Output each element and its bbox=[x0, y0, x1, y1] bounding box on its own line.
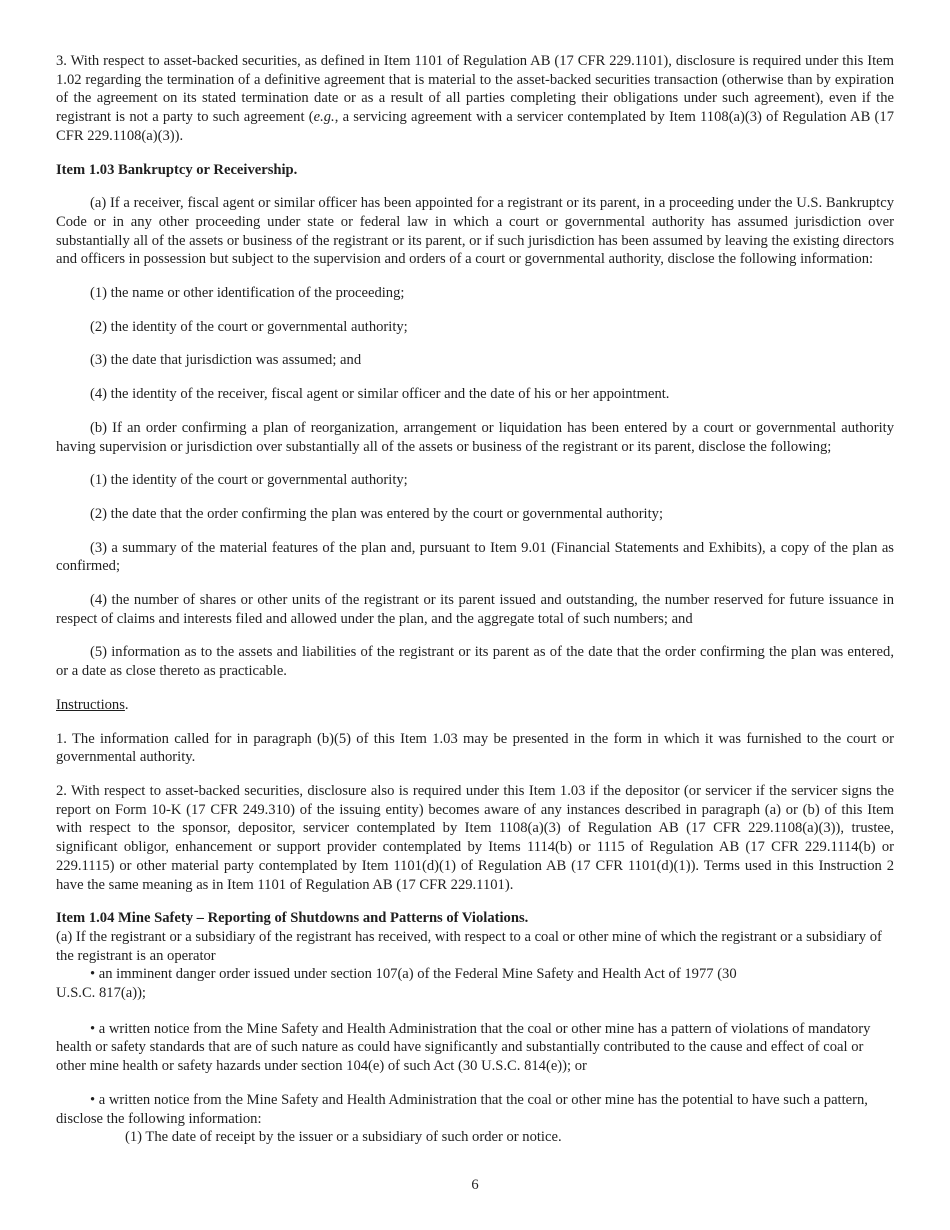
item-103-heading: Item 1.03 Bankruptcy or Receivership. bbox=[56, 161, 298, 178]
list-b-item-2: (2) the date that the order confirming the plan was entered by the court or governmental authority; bbox=[90, 505, 664, 522]
list-a-item-1: (1) the name or other identification of the proceeding; bbox=[90, 285, 405, 302]
instruction-1: 1. The information called for in paragraph (b)(5) of this Item 1.03 may be presented in the form in which it was furnished to the court or governmental authority. bbox=[56, 730, 894, 766]
list-a-item-2: (2) the identity of the court or governmental authority; bbox=[90, 318, 408, 335]
list-b-item-5: (5) information as to the assets and liabilities of the registrant or its parent as of the date that the order confirming the plan was entered, or a date as close thereto as practicable. bbox=[56, 644, 894, 680]
sub-item-1: (1) The date of receipt by the issuer or a subsidiary of such order or notice. bbox=[125, 1129, 562, 1146]
page-number: 6 bbox=[471, 1177, 479, 1193]
instructions-heading: Instructions. bbox=[56, 696, 129, 713]
item-104-paragraph-a: (a) If the registrant or a subsidiary of the registrant has received, with respect to a coal or other mine of which the registrant or a subsidiary of the registrant is an operator bbox=[56, 928, 882, 964]
instruction-2: 2. With respect to asset-backed securities, disclosure also is required under this Item 1.03 if the depositor (or servicer if the servicer signs the report on Form 10-K (17 CFR 249.310) of the issuing entity) becomes aware of any instances described in paragraph (a) or (b) of this Item with respect to the sponsor, depositor, servicer contemplated by Item 1108(a)(3) of Regulation AB (17 CFR 229.1108(a)(3)), trustee, significant obligor, enhancement or support provider contemplated by Items 1114(b) or 1115 of Regulation AB (17 CFR 229.1114(b) or 229.1115) or other material party contemplated by Item 1101(d)(1) of Regulation AB (17 CFR 1101(d)(1)). Terms used in this Instruction 2 have the same meaning as in Item 1101 of Regulation AB (17 CFR 229.1101). bbox=[56, 782, 894, 893]
document-page bbox=[56, 52, 894, 1147]
item-103-paragraph-b: (b) If an order confirming a plan of reorganization, arrangement or liquidation has been entered by a court or governmental authority having supervision or jurisdiction over substantially all of the assets or business of the registrant or its parent, disclose the following; bbox=[56, 419, 894, 455]
item-102-instruction-3: 3. With respect to asset-backed securities, as defined in Item 1101 of Regulation AB (17 CFR 229.1101), disclosure is required under this Item 1.02 regarding the termination of a definitive agreement that is material to the asset-backed securities transaction (otherwise than by expiration of the agreement on its stated termination date or as a result of all parties completing their obligations under such agreement), even if the registrant is not a party to such agreement (e.g., a servicing agreement with a servicer contemplated by Item 1108(a)(3) of Regulation AB (17 CFR 229.1108(a)(3)). bbox=[56, 53, 894, 144]
item-103-paragraph-a: (a) If a receiver, fiscal agent or similar officer has been appointed for a registrant or its parent, in a proceeding under the U.S. Bankruptcy Code or in any other proceeding under state or federal law in which a court or governmental authority has assumed jurisdiction over substantially all of the assets or business of the registrant or its parent, or if such jurisdiction has been assumed by leaving the existing directors and officers in possession but subject to the supervision and orders of a court or governmental authority, disclose the following information: bbox=[56, 195, 894, 268]
bullet-potential-notice: • a written notice from the Mine Safety and Health Administration that the coal or other mine has the potential to have such a pattern, disclose the following information: bbox=[56, 1091, 868, 1127]
list-b-item-3: (3) a summary of the material features of the plan and, pursuant to Item 9.01 (Financial Statements and Exhibits), a copy of the plan as confirmed; bbox=[56, 539, 894, 575]
list-b-item-1: (1) the identity of the court or governmental authority; bbox=[90, 472, 408, 489]
list-a-item-3: (3) the date that jurisdiction was assumed; and bbox=[90, 352, 362, 369]
item-104-heading: Item 1.04 Mine Safety – Reporting of Shutdowns and Patterns of Violations. bbox=[56, 910, 529, 927]
bullet-pattern-notice: • a written notice from the Mine Safety and Health Administration that the coal or other mine has a pattern of violations of mandatory health or safety standards that are of such nature as could have significantly and substantially contributed to the cause and effect of coal or other mine health or safety hazards under section 104(e) of such Act (30 U.S.C. 814(e)); or bbox=[56, 1020, 871, 1075]
list-a-item-4: (4) the identity of the receiver, fiscal agent or similar officer and the date of his or her appointment. bbox=[90, 386, 670, 403]
bullet-imminent-danger: • an imminent danger order issued under section 107(a) of the Federal Mine Safety and Health Act of 1977 (30 U.S.C. 817(a)); bbox=[56, 966, 737, 1002]
list-b-item-4: (4) the number of shares or other units of the registrant or its parent issued and outstanding, the number reserved for future issuance in respect of claims and interests filed and allowed under the plan, and the aggregate total of such numbers; and bbox=[56, 592, 894, 627]
